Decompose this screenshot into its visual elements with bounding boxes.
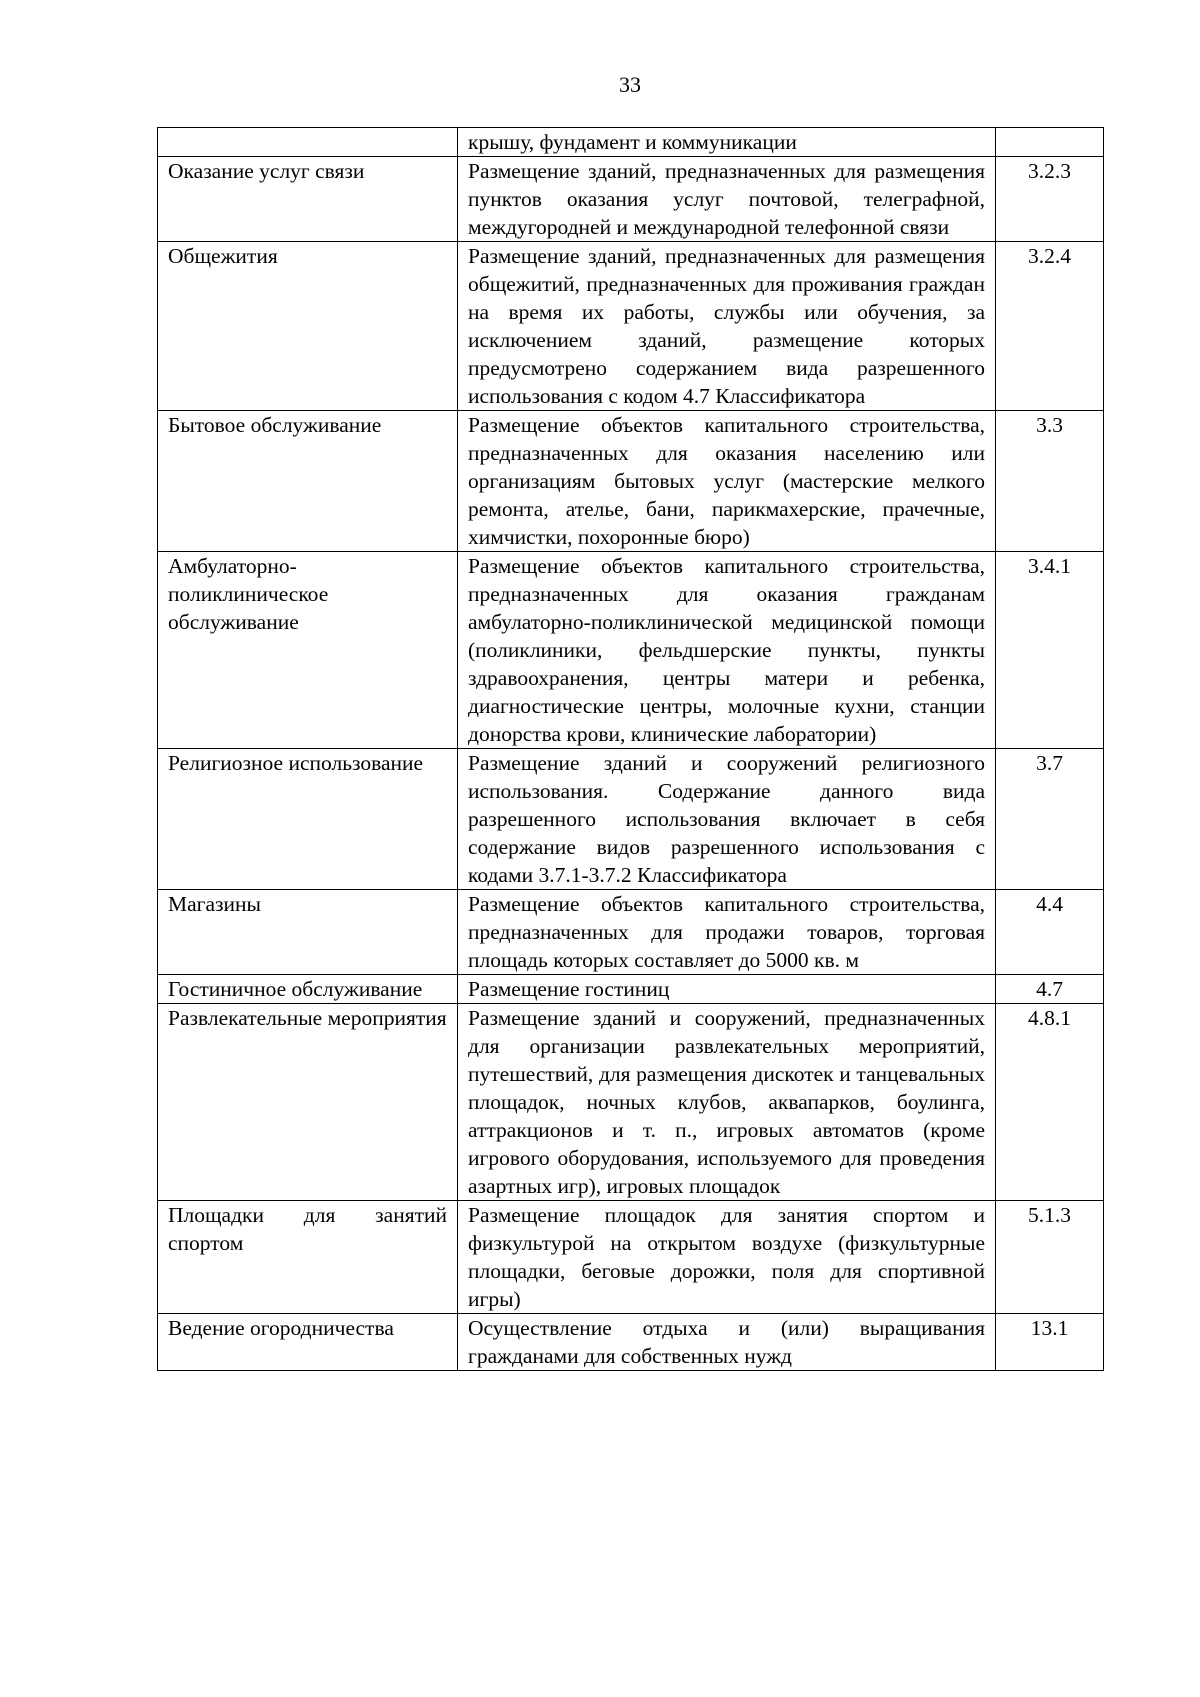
table-row (158, 1201, 1104, 1314)
use-description-cell: Размещение объектов капитального строительства, предназначенных для оказания гражданам амбулаторно-поликлинической медицинской помощи (поликлиники, фельдшерские пункты, пункты здравоохранения, центры матери и ребенка, диагностические центры, молочные кухни, станции донорства крови, клинические лаборатории) (458, 552, 996, 749)
use-description-cell: Размещение зданий, предназначенных для размещения пунктов оказания услуг почтовой, телеграфной, междугородней и международной телефонной связи (458, 157, 996, 242)
use-name-cell: Бытовое обслуживание (158, 411, 458, 552)
use-description-cell: Размещение зданий, предназначенных для размещения общежитий, предназначенных для проживания граждан на время их работы, службы или обучения, за исключением зданий, размещение которых предусмотрено содержанием вида разрешенного использования с кодом 4.7 Классификатора (458, 242, 996, 411)
table-row (158, 128, 1104, 157)
use-code-cell: 13.1 (996, 1314, 1104, 1371)
use-code-cell: 3.2.4 (996, 242, 1104, 411)
use-code-cell (996, 128, 1104, 157)
use-code-cell: 4.8.1 (996, 1004, 1104, 1201)
use-code-cell: 3.2.3 (996, 157, 1104, 242)
use-code-cell: 3.7 (996, 749, 1104, 890)
table-row (158, 975, 1104, 1004)
use-name-cell: Площадки для занятий спортом (158, 1201, 458, 1314)
use-description-cell: крышу, фундамент и коммуникации (458, 128, 996, 157)
use-name-cell (158, 128, 458, 157)
table-row (158, 157, 1104, 242)
table-row (158, 749, 1104, 890)
use-name-cell: Амбулаторно-поликлиническое обслуживание (158, 552, 458, 749)
use-description-cell: Размещение зданий и сооружений, предназначенных для организации развлекательных мероприятий, путешествий, для размещения дискотек и танцевальных площадок, ночных клубов, аквапарков, боулинга, аттракционов и т. п., игровых автоматов (кроме игрового оборудования, используемого для проведения азартных игр), игровых площадок (458, 1004, 996, 1201)
use-code-cell: 3.3 (996, 411, 1104, 552)
use-code-cell: 4.7 (996, 975, 1104, 1004)
use-description-cell: Размещение зданий и сооружений религиозного использования. Содержание данного вида разрешенного использования включает в себя содержание видов разрешенного использования с кодами 3.7.1-3.7.2 Классификатора (458, 749, 996, 890)
use-name-cell: Оказание услуг связи (158, 157, 458, 242)
use-name-cell: Развлекательные мероприятия (158, 1004, 458, 1201)
table-row (158, 1004, 1104, 1201)
table-row (158, 1314, 1104, 1371)
land-use-table (157, 127, 1104, 1371)
use-description-cell: Размещение объектов капитального строительства, предназначенных для продажи товаров, торговая площадь которых составляет до 5000 кв. м (458, 890, 996, 975)
table-row (158, 890, 1104, 975)
table-row (158, 242, 1104, 411)
use-name-cell: Ведение огородничества (158, 1314, 458, 1371)
use-code-cell: 5.1.3 (996, 1201, 1104, 1314)
use-description-cell: Осуществление отдыха и (или) выращивания гражданами для собственных нужд (458, 1314, 996, 1371)
use-name-cell: Магазины (158, 890, 458, 975)
use-description-cell: Размещение площадок для занятия спортом и физкультурой на открытом воздухе (физкультурные площадки, беговые дорожки, поля для спортивной игры) (458, 1201, 996, 1314)
use-name-cell: Гостиничное обслуживание (158, 975, 458, 1004)
table-row (158, 411, 1104, 552)
page-number: 33 (619, 72, 641, 97)
use-description-cell: Размещение гостиниц (458, 975, 996, 1004)
use-name-cell: Общежития (158, 242, 458, 411)
use-description-cell: Размещение объектов капитального строительства, предназначенных для оказания населению или организациям бытовых услуг (мастерские мелкого ремонта, ателье, бани, парикмахерские, прачечные, химчистки, похоронные бюро) (458, 411, 996, 552)
use-code-cell: 4.4 (996, 890, 1104, 975)
table-row (158, 552, 1104, 749)
use-name-cell: Религиозное использование (158, 749, 458, 890)
use-code-cell: 3.4.1 (996, 552, 1104, 749)
